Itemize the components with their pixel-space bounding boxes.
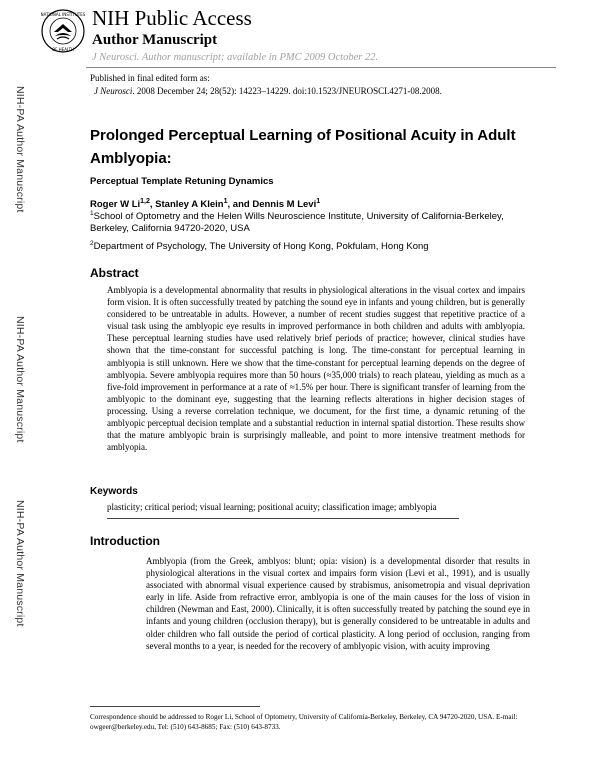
journal-name: J Neurosci bbox=[94, 86, 133, 96]
introduction-body: Amblyopia (from the Greek, amblyos: blunt; opia: vision) is a developmental disorder that results in physiological alterations in the visual cortex and impairs form vision (Levi et al., 1991), and is usually associated with abnormal visual experience caused by strabismus, anisometropia and visual deprivation early in life. Aside from refractive error, amblyopia is one of the main causes for the loss of vision in children (Newman and East, 2000). Clinically, it is often successfully treated by patching the sound eye in infants and young children (occlusion therapy), but is generally considered to be untreatable in adults and older children who fall outside the period of cortical plasticity. A long period of occlusion, ranging from several months to a year, is needed for the recovery of amblyopic vision, with acuity improving bbox=[146, 556, 530, 651]
keywords-divider bbox=[107, 518, 459, 519]
affiliation-2 bbox=[90, 241, 530, 252]
side-label-middle: NIH-PA Author Manuscript bbox=[14, 316, 26, 443]
affiliation-mark: 2 bbox=[90, 239, 94, 247]
author-affiliation-mark: 1 bbox=[223, 197, 228, 205]
svg-text:OF HEALTH: OF HEALTH bbox=[51, 47, 75, 52]
header-divider bbox=[86, 67, 556, 68]
nih-public-access-title: NIH Public Access bbox=[92, 6, 252, 30]
affiliation-1 bbox=[90, 211, 530, 235]
svg-text:NATIONAL INSTITUTES: NATIONAL INSTITUTES bbox=[40, 12, 86, 17]
side-label-top: NIH-PA Author Manuscript bbox=[14, 86, 26, 213]
author-affiliation-mark: 1,2 bbox=[140, 197, 150, 205]
side-label-bottom: NIH-PA Author Manuscript bbox=[14, 500, 26, 627]
affiliation-text: Department of Psychology, The University of Hong Kong, Pokfulam, Hong Kong bbox=[93, 241, 429, 252]
keywords-list: plasticity; critical period; visual learning; positional acuity; classification image; amblyopia bbox=[107, 502, 437, 512]
article-title: Prolonged Perceptual Learning of Positional Acuity in Adult Amblyopia: bbox=[90, 127, 516, 167]
article-subtitle: Perceptual Template Retuning Dynamics bbox=[90, 176, 274, 187]
author-name: Dennis M Levi bbox=[252, 199, 317, 210]
author-name: Stanley A Klein bbox=[155, 199, 224, 210]
author-separator: , and bbox=[227, 199, 253, 210]
abstract-heading: Abstract bbox=[90, 266, 139, 280]
author-manuscript-label: Author Manuscript bbox=[92, 32, 218, 48]
author-name: Roger W Li bbox=[90, 199, 141, 210]
introduction-heading: Introduction bbox=[90, 534, 160, 548]
author-affiliation-mark: 1 bbox=[316, 197, 321, 205]
footnote-divider bbox=[90, 706, 260, 707]
author-list bbox=[90, 199, 320, 210]
published-line: Published in final edited form as: bbox=[90, 73, 210, 83]
affiliation-mark: 1 bbox=[90, 209, 94, 217]
correspondence-footnote: Correspondence should be addressed to Roger Li, School of Optometry, University of California-Berkeley, Berkeley, CA 94720-2020, USA. E-mail: owgeer@berkeley.edu, Tel: (510) 643-8685; Fax: (510) 643-8733. bbox=[90, 713, 518, 731]
citation-line bbox=[94, 86, 442, 96]
author-separator: , bbox=[149, 199, 156, 210]
abstract-body: Amblyopia is a developmental abnormality that results in physiological alterations in the visual cortex and impairs form vision. It is often successfully treated by patching the sound eye in infants and young children, but is generally considered to be untreatable in adults. However, a number of recent studies suggest that repetitive practice of a visual task using the amblyopic eye results in improved performance in both children and adults with amblyopia. These perceptual learning studies have used relatively brief periods of practice; however, clinical studies have shown that the time-constant for successful patching is long. The time-constant for perceptual learning in amblyopia is still unknown. Here we show that the time-constant for perceptual learning depends on the degree of amblyopia. Severe amblyopia requires more than 50 hours (≈35,000 trials) to reach plateau, yielding as much as a five-fold improvement in performance at a rate of ≈1.5% per hour. There is significant transfer of learning from the amblyopic to the dominant eye, suggesting that the learning reflects alterations in higher decision stages of processing. Using a reverse correlation technique, we document, for the first time, a dynamic retuning of the amblyopic perceptual decision template and a substantial reduction in internal spatial distortion. These results show that the mature amblyopic brain is surprisingly malleable, and point to more intensive treatment methods for amblyopia. bbox=[107, 285, 525, 453]
affiliation-text: School of Optometry and the Helen Wills Neuroscience Institute, University of California-Berkeley, Berkeley, California 94720-2020, USA bbox=[90, 211, 504, 234]
availability-line: J Neurosci. Author manuscript; available in PMC 2009 October 22. bbox=[92, 52, 379, 63]
keywords-heading: Keywords bbox=[90, 486, 138, 497]
citation-details: . 2008 December 24; 28(52): 14223–14229. doi:10.1523/JNEUROSCI.4271-08.2008. bbox=[132, 86, 442, 96]
hhs-eagle-seal-icon bbox=[40, 8, 86, 54]
